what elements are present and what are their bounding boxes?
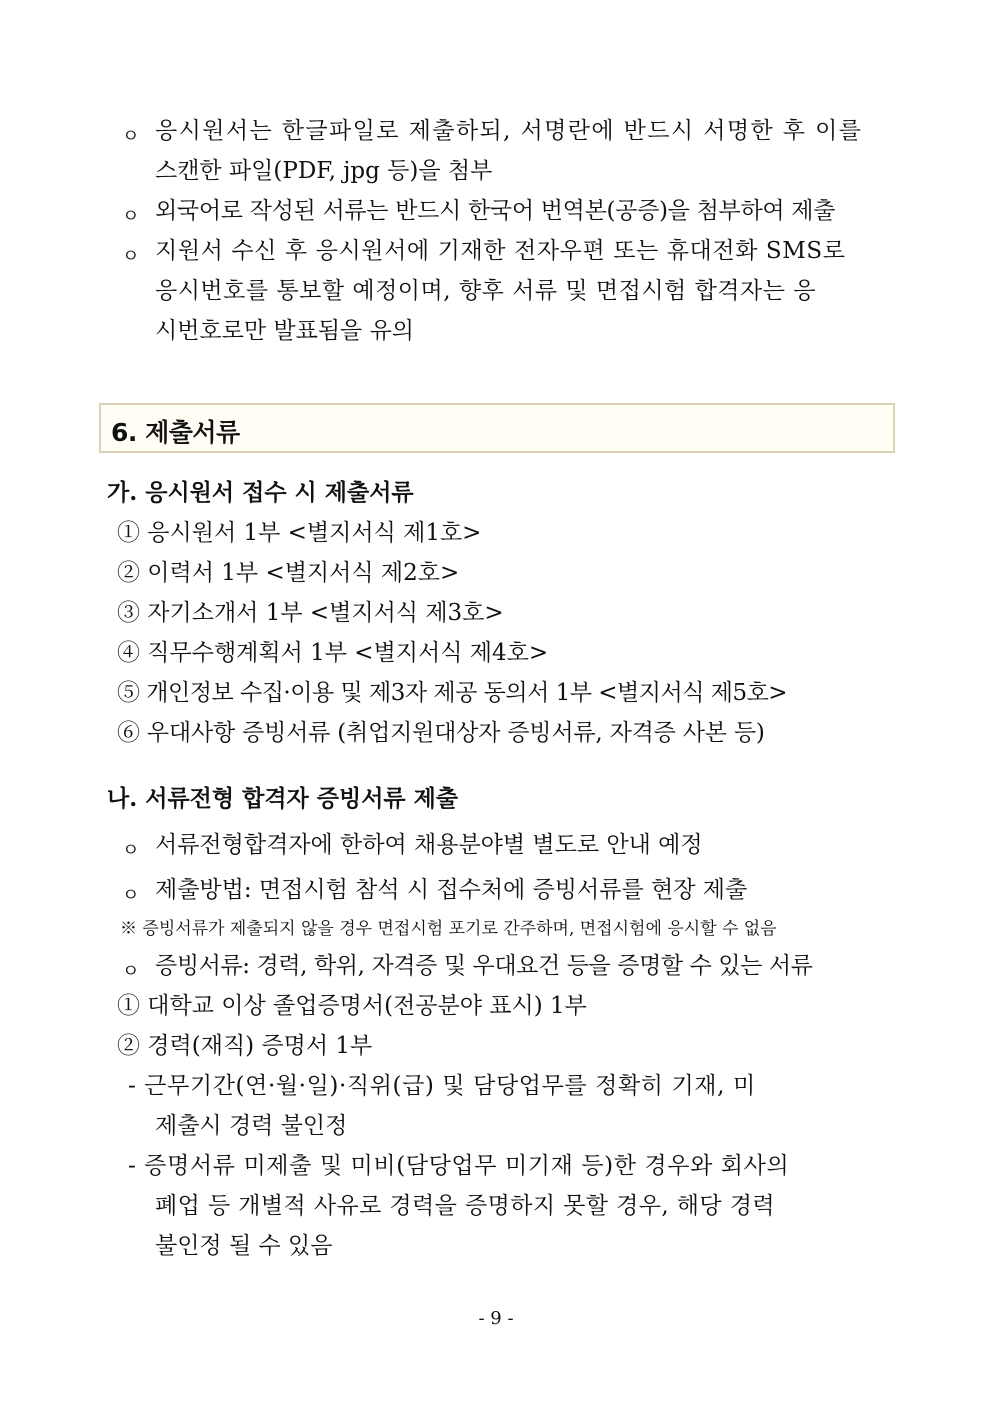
bullet-icon: ㅇ	[122, 961, 140, 982]
doc-item-2: ② 이력서 1부 <별지서식 제2호>	[117, 560, 460, 586]
proof-note: ※ 증빙서류가 제출되지 않을 경우 면접시험 포기로 간주하며, 면접시험에 응시할 수 없음	[120, 919, 777, 939]
intro-item-3-line-3: 시번호로만 발표됨을 유의	[155, 318, 415, 344]
proof-num-2: ② 경력(재직) 증명서 1부	[117, 1033, 373, 1059]
proof-item-2: 제출방법: 면접시험 참석 시 접수처에 증빙서류를 현장 제출	[155, 877, 748, 903]
proof-item-1: 서류전형합격자에 한하여 채용분야별 별도로 안내 예정	[155, 832, 703, 858]
intro-item-3-line-2: 응시번호를 통보할 예정이며, 향후 서류 및 면접시험 합격자는 응	[155, 278, 816, 304]
proof-dash-2-line-1: - 증명서류 미제출 및 미비(담당업무 미기재 등)한 경우와 회사의	[128, 1153, 790, 1179]
intro-item-1-line-1: 응시원서는 한글파일로 제출하되, 서명란에 반드시 서명한 후 이를	[155, 118, 863, 144]
proof-item-3: 증빙서류: 경력, 학위, 자격증 및 우대요건 등을 증명할 수 있는 서류	[155, 953, 813, 979]
proof-dash-2-line-3: 불인정 될 수 있음	[155, 1233, 333, 1259]
doc-item-3: ③ 자기소개서 1부 <별지서식 제3호>	[117, 600, 504, 626]
proof-num-1: ① 대학교 이상 졸업증명서(전공분야 표시) 1부	[117, 993, 587, 1019]
proof-dash-1-line-2: 제출시 경력 불인정	[155, 1113, 348, 1139]
section-heading-box	[99, 403, 895, 453]
page-number: - 9 -	[478, 1308, 514, 1329]
proof-dash-1-line-1: - 근무기간(연·월·일)·직위(급) 및 담당업무를 정확히 기재, 미	[128, 1073, 756, 1099]
intro-item-1-line-2: 스캔한 파일(PDF, jpg 등)을 첨부	[155, 158, 493, 184]
bullet-icon: ㅇ	[122, 885, 140, 906]
subsection-a-title: 가. 응시원서 접수 시 제출서류	[107, 479, 414, 506]
intro-item-3-line-1: 지원서 수신 후 응시원서에 기재한 전자우편 또는 휴대전화 SMS로	[155, 238, 846, 264]
bullet-icon: ㅇ	[122, 840, 140, 861]
doc-item-6: ⑥ 우대사항 증빙서류 (취업지원대상자 증빙서류, 자격증 사본 등)	[117, 720, 765, 746]
section-title: 6. 제출서류	[111, 418, 240, 447]
bullet-icon: ㅇ	[122, 126, 140, 147]
doc-item-5: ⑤ 개인정보 수집·이용 및 제3자 제공 동의서 1부 <별지서식 제5호>	[117, 680, 788, 706]
intro-item-2-line-1: 외국어로 작성된 서류는 반드시 한국어 번역본(공증)을 첨부하여 제출	[155, 198, 836, 224]
bullet-icon: ㅇ	[122, 206, 140, 227]
subsection-b-title: 나. 서류전형 합격자 증빙서류 제출	[107, 785, 459, 812]
doc-item-1: ① 응시원서 1부 <별지서식 제1호>	[117, 520, 482, 546]
proof-dash-2-line-2: 폐업 등 개별적 사유로 경력을 증명하지 못할 경우, 해당 경력	[155, 1193, 775, 1219]
bullet-icon: ㅇ	[122, 246, 140, 267]
doc-item-4: ④ 직무수행계획서 1부 <별지서식 제4호>	[117, 640, 549, 666]
